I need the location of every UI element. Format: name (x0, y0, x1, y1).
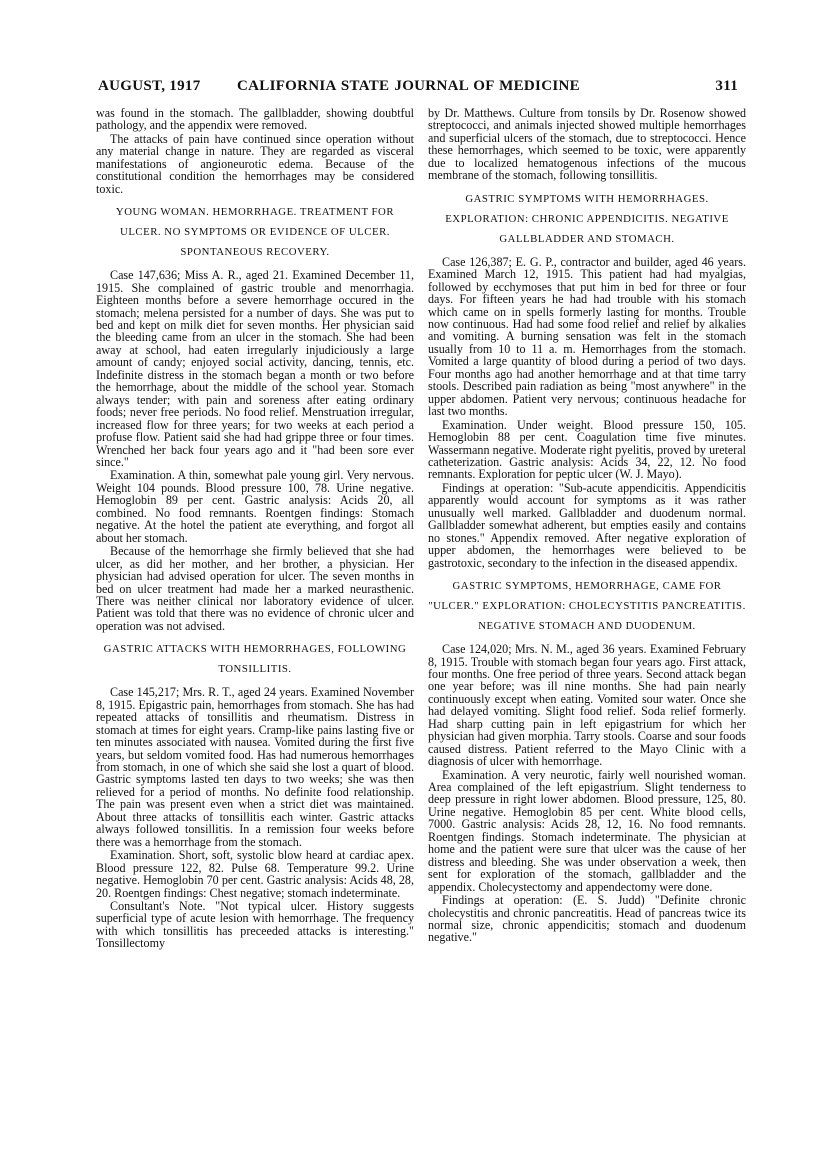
paragraph: Findings at operation: (E. S. Judd) "Definite chronic cholecystitis and chronic pancreatitis. Head of pancreas twice its normal size, chronic appendicitis; stomach and duodenum negative." (428, 893, 746, 945)
section-heading: GASTRIC SYMPTOMS WITH HEMORRHAGES. EXPLORATION: CHRONIC APPENDICITIS. NEGATIVE GALLBLADDER AND STOMACH. (445, 192, 729, 245)
paragraph: Case 126,387; E. G. P., contractor and builder, aged 46 years. Examined March 12, 1915. This patient had had myalgias, followed by ecchymoses that put him in bed for three or four days. For fifteen years he had had trouble with his stomach which came on in spells formerly lasting for months. Trouble now continuous. Had had some food relief and relief by alkalies and vomiting. A burning sensation was felt in the stomach usually from 10 to 11 a. m. Hemorrhages from the stomach. Vomited a large quantity of blood during a period of two days. Four months ago had another hemorrhage and at that time tarry stools. Described pain radiation as being "most anywhere" in the upper abdomen. Patient very nervous; continuous headache for last two months. (428, 254, 746, 419)
section-heading: YOUNG WOMAN. HEMORRHAGE. TREATMENT FOR ULCER. NO SYMPTOMS OR EVIDENCE OF ULCER. SPONTANEOUS RECOVERY. (115, 206, 395, 259)
paragraph: Examination. A thin, somewhat pale young girl. Very nervous. Weight 104 pounds. Blood pressure 100, 78. Urine negative. Hemoglobin 89 per cent. Gastric analysis: Acids 20, all combined. No food remnants. Roentgen findings: Stomach negative. At the hotel the patient ate everything, and forgot all about her stomach. (96, 468, 414, 545)
paragraph: Consultant's Note. "Not typical ulcer. History suggests superficial type of acute lesion with hemorrhage. The frequency with which tonsillitis has preceeded attacks is interesting." Tonsillectomy (96, 899, 414, 951)
right-column (428, 107, 746, 945)
paragraph: Case 124,020; Mrs. N. M., aged 36 years. Examined February 8, 1915. Trouble with stomach began four years ago. First attack, four months. One free period of three years. Second attack began one year before; was ill nine months. She had pain nearly continuously except when eating. Vomited sour water. Once she had delayed vomiting. Slight food relief. Soda relief formerly. Had sharp cutting pain in left epigastrium for which her physician had given morphia. Tarry stools. Coarse and sour foods caused distress. Patient referred to the Mayo Clinic with a diagnosis of ulcer with hemorrhage. (428, 642, 746, 769)
page-header (98, 78, 738, 104)
section-heading: GASTRIC SYMPTOMS, HEMORRHAGE, CAME FOR "ULCER." EXPLORATION: CHOLECYSTITIS PANCREATITIS. NEGATIVE STOMACH AND DUODENUM. (428, 580, 746, 633)
journal-title: CALIFORNIA STATE JOURNAL OF MEDICINE (237, 78, 580, 94)
page-number: 311 (715, 78, 738, 94)
paragraph: Case 147,636; Miss A. R., aged 21. Examined December 11, 1915. She complained of gastric trouble and menorrhagia. Eighteen months before a severe hemorrhage occured in the stomach; melena persisted for a number of days. She was put to bed and kept on milk diet for seven months. Her physician said the bleeding came from an ulcer in the stomach. She had been away at school, had eaten irregularly injudiciously a large amount of candy; enjoyed social activity, dancing, tennis, etc. Indefinite distress in the stomach began a month or two before the hemorrhage, about the middle of the school year. Stomach always tender; with pain and soreness after eating ordinary foods; never free periods. No food relief. Menstruation irregular, increased flow for three years; for two weeks at each period a profuse flow. Patient said she had had grippe three or four times. Wrenched her back four years ago and it "had been sore ever since." (96, 268, 414, 469)
issue-date: AUGUST, 1917 (98, 78, 201, 94)
paragraph: Examination. Under weight. Blood pressure 150, 105. Hemoglobin 88 per cent. Coagulation time five minutes. Wassermann negative. Moderate right pyelitis, proved by ureteral catheterization. Gastric analysis: Acids 34, 22, 12. No food remnants. Exploration for peptic ulcer (W. J. Mayo). (428, 417, 746, 482)
left-column (96, 107, 414, 951)
paragraph: The attacks of pain have continued since operation without any material change in nature. They are regarded as visceral manifestations of angioneurotic edema. Because of the constitutional condition the hemorrhages may be considered toxic. (96, 131, 414, 196)
section-heading: GASTRIC ATTACKS WITH HEMORRHAGES, FOLLOWING TONSILLITIS. (103, 643, 407, 676)
paragraph: Because of the hemorrhage she firmly believed that she had ulcer, as did her mother, and her brother, a physician. Her physician had advised operation for ulcer. The seven months in bed on ulcer treatment had made her a marked neurasthenic. There was neither clinical nor laboratory evidence of ulcer. Patient was told that there was no evidence of chronic ulcer and operation was not advised. (96, 544, 414, 633)
paragraph: Findings at operation: "Sub-acute appendicitis. Appendicitis apparently would account for symptoms as it was rather unusually well marked. Gallbladder and duodenum normal. Gallbladder somewhat adherent, but empties easily and contains no stones." Appendix removed. After negative exploration of upper abdomen, the hemorrhages were believed to be gastrotoxic, secondary to the infection in the diseased appendix. (428, 480, 746, 570)
paragraph: Examination. Short, soft, systolic blow heard at cardiac apex. Blood pressure 122, 82. Pulse 68. Temperature 99.2. Urine negative. Hemoglobin 70 per cent. Gastric analysis: Acids 48, 28, 20. Roentgen findings: Chest negative; stomach indeterminate. (96, 848, 414, 900)
paragraph: was found in the stomach. The gallbladder, showing doubtful pathology, and the appendix were removed. (96, 106, 414, 133)
paragraph: Examination. A very neurotic, fairly well nourished woman. Area complained of the left epigastrium. Slight tenderness to deep pressure in right lower abdomen. Blood pressure, 125, 80. Urine negative. Hemoglobin 85 per cent. White blood cells, 7000. Gastric analysis: Acids 28, 12, 16. No food remnants. Roentgen findings. Stomach indeterminate. The physician at home and the patient were sure that ulcer was the cause of her distress and bleeding. She was under observation a week, then sent for exploration of the stomach, gallbladder and the appendix. Cholecystectomy and appendectomy were done. (428, 767, 746, 894)
paragraph: Case 145,217; Mrs. R. T., aged 24 years. Examined November 8, 1915. Epigastric pain, hemorrhages from stomach. She has had repeated attacks of tonsillitis and rheumatism. Distress in stomach at times for eight years. Cramp-like pains lasting five or ten minutes associated with nausea. Vomited during the first five years, but seldom vomited food. Has had numerous hemorrhages from stomach, in one of which she said she lost a quart of blood. Gastric symptoms lasted ten days to two weeks; she was then relieved for a period of months. No definite food relationship. The pain was present even when a strict diet was maintained. About three attacks of tonsillitis each winter. Gastric attacks always followed tonsillitis. In a remission four weeks before there was a hemorrhage from the stomach. (96, 685, 414, 849)
paragraph: by Dr. Matthews. Culture from tonsils by Dr. Rosenow showed streptococci, and animals injected showed multiple hemorrhages and superficial ulcers of the stomach, due to streptococci. Hence these hemorrhages, which seemed to be toxic, were apparently due to localized hematogenous infections of the mucous membrane of the stomach, following tonsillitis. (428, 106, 746, 183)
